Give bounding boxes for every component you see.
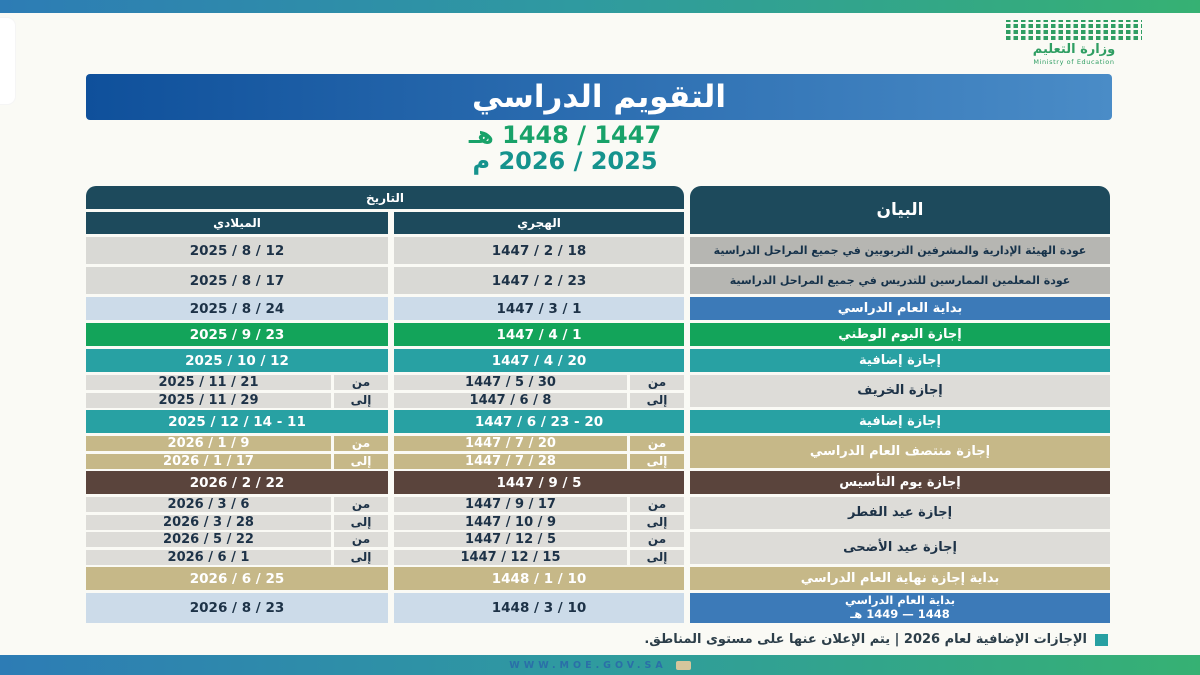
table-row: [86, 593, 1110, 623]
gregorian-date-cell: 25 / 6 / 2026: [86, 567, 388, 590]
date-range-subrow: [394, 550, 684, 565]
gregorian-column-header: الميلادي: [86, 212, 388, 234]
date-range-subrow: [86, 515, 388, 530]
statement-label: إجازة إضافية: [859, 352, 941, 368]
decorative-side-tab: [0, 17, 16, 105]
date-value: 6 / 3 / 2026: [86, 497, 331, 512]
statement-cell: [690, 237, 1110, 264]
statement-cell: [690, 532, 1110, 564]
date-value: 8 / 6 / 1447: [394, 393, 627, 408]
note-marker-icon: [1095, 634, 1108, 646]
date-header: التاريخ: [86, 186, 684, 209]
table-row: [86, 410, 1110, 433]
statement-cell: [690, 436, 1110, 468]
gregorian-date-cell: [86, 532, 388, 564]
date-range-subrow: [86, 550, 388, 565]
hijri-date-cell: [394, 532, 684, 564]
table-row: [86, 532, 1110, 564]
date-columns-header: [86, 186, 684, 234]
footer-note-text: الإجازات الإضافية لعام 2026 | يتم الإعلان عنها على مستوى المناطق.: [644, 632, 1087, 647]
table-row: [86, 497, 1110, 529]
statement-label: عودة الهيئة الإدارية والمشرفين التربويين في جميع المراحل الدراسية: [713, 243, 1087, 257]
date-value: 30 / 5 / 1447: [394, 375, 627, 390]
date-value: 15 / 12 / 1447: [394, 550, 627, 565]
gregorian-date-cell: [86, 436, 388, 468]
footer-note: [644, 632, 1108, 647]
website-url: WWW.MOE.GOV.SA: [509, 659, 667, 671]
table-row: [86, 471, 1110, 494]
table-row: [86, 297, 1110, 320]
range-to-label: إلى: [334, 515, 388, 530]
date-value: 1 / 6 / 2026: [86, 550, 331, 565]
gregorian-date-cell: 12 / 10 / 2025: [86, 349, 388, 372]
date-value: 28 / 3 / 2026: [86, 515, 331, 530]
date-value: 22 / 5 / 2026: [86, 532, 331, 547]
gregorian-date-cell: 11 - 14 / 12 / 2025: [86, 410, 388, 433]
date-range-subrow: [394, 393, 684, 408]
table-row: [86, 267, 1110, 294]
statement-cell: [690, 567, 1110, 590]
range-to-label: إلى: [334, 393, 388, 408]
statement-label: إجازة عيد الفطر: [847, 505, 953, 521]
date-range-subrow: [86, 497, 388, 512]
table-row: [86, 323, 1110, 346]
statement-label: إجازة عيد الأضحى: [843, 540, 957, 556]
statement-label: إجازة يوم التأسيس: [839, 474, 961, 490]
date-value: 20 / 7 / 1447: [394, 436, 627, 451]
table-row: [86, 436, 1110, 468]
top-gradient-strip: [0, 0, 1200, 13]
table-rows: [86, 237, 1110, 623]
gregorian-date-cell: 22 / 2 / 2026: [86, 471, 388, 494]
gregorian-date-cell: 23 / 8 / 2026: [86, 593, 388, 623]
statement-cell: [690, 349, 1110, 372]
date-range-subrow: [86, 393, 388, 408]
hijri-years: 1447 / 1448 هـ: [468, 121, 662, 149]
date-value: 9 / 10 / 1447: [394, 515, 627, 530]
date-range-subrow: [394, 497, 684, 512]
hijri-date-cell: 1 / 4 / 1447: [394, 323, 684, 346]
range-to-label: إلى: [630, 515, 684, 530]
statement-label: إجازة إضافية: [859, 413, 941, 429]
statement-label-line2: 1448 — 1449 هـ: [850, 607, 950, 621]
hijri-date-cell: 10 / 3 / 1448: [394, 593, 684, 623]
gregorian-years: 2025 / 2026 م: [472, 146, 658, 175]
statement-cell: [690, 410, 1110, 433]
statement-label: إجازة الخريف: [857, 383, 943, 399]
date-value: 17 / 9 / 1447: [394, 497, 627, 512]
hijri-column-header: الهجري: [394, 212, 684, 234]
statement-label: بداية العام الدراسي: [837, 300, 963, 316]
range-to-label: إلى: [630, 550, 684, 565]
statement-cell: [690, 593, 1110, 623]
gregorian-date-cell: [86, 497, 388, 529]
logo-arabic-name: وزارة التعليم: [1032, 42, 1116, 57]
date-value: 17 / 1 / 2026: [86, 454, 331, 469]
date-value: 29 / 11 / 2025: [86, 393, 331, 408]
range-from-label: من: [334, 375, 388, 390]
bottom-gradient-strip: [0, 655, 1200, 675]
statement-cell: [690, 323, 1110, 346]
statement-label: إجازة اليوم الوطني: [838, 326, 962, 342]
date-range-subrow: [394, 454, 684, 469]
flag-icon: [676, 661, 691, 670]
statement-column-header: البيان: [690, 186, 1110, 234]
hijri-date-cell: [394, 375, 684, 407]
statement-label: بداية العام الدراسي: [844, 593, 956, 608]
date-range-subrow: [86, 375, 388, 390]
hijri-date-cell: 1 / 3 / 1447: [394, 297, 684, 320]
range-from-label: من: [334, 497, 388, 512]
gregorian-date-cell: 12 / 8 / 2025: [86, 237, 388, 264]
date-range-subrow: [86, 436, 388, 451]
range-from-label: من: [334, 532, 388, 547]
range-from-label: من: [630, 375, 684, 390]
date-value: 5 / 12 / 1447: [394, 532, 627, 547]
date-value: 21 / 11 / 2025: [86, 375, 331, 390]
gregorian-date-cell: 23 / 9 / 2025: [86, 323, 388, 346]
statement-cell: [690, 267, 1110, 294]
academic-years: [0, 123, 1130, 175]
date-value: 28 / 7 / 1447: [394, 454, 627, 469]
range-from-label: من: [334, 436, 388, 451]
date-value: 9 / 1 / 2026: [86, 436, 331, 451]
ministry-of-education-logo: [1000, 20, 1148, 66]
range-to-label: إلى: [334, 550, 388, 565]
page-title: التقويم الدراسي: [472, 79, 726, 115]
hijri-date-cell: 10 / 1 / 1448: [394, 567, 684, 590]
range-to-label: إلى: [630, 454, 684, 469]
range-from-label: من: [630, 436, 684, 451]
date-range-subrow: [394, 375, 684, 390]
range-from-label: من: [630, 497, 684, 512]
range-to-label: إلى: [630, 393, 684, 408]
hijri-date-cell: 18 / 2 / 1447: [394, 237, 684, 264]
table-row: [86, 349, 1110, 372]
table-header: [86, 186, 1110, 234]
hijri-date-cell: 20 - 23 / 6 / 1447: [394, 410, 684, 433]
table-row: [86, 375, 1110, 407]
table-row: [86, 567, 1110, 590]
date-range-subrow: [394, 515, 684, 530]
gregorian-date-cell: 24 / 8 / 2025: [86, 297, 388, 320]
gregorian-date-cell: 17 / 8 / 2025: [86, 267, 388, 294]
hijri-date-cell: [394, 436, 684, 468]
range-from-label: من: [630, 532, 684, 547]
statement-label: بداية إجازة نهاية العام الدراسي: [800, 570, 1000, 586]
table-row: [86, 237, 1110, 264]
statement-cell: [690, 297, 1110, 320]
date-range-subrow: [86, 532, 388, 547]
hijri-date-cell: 20 / 4 / 1447: [394, 349, 684, 372]
logo-emblem-icon: [1006, 20, 1142, 40]
gregorian-date-cell: [86, 375, 388, 407]
statement-cell: [690, 497, 1110, 529]
logo-english-name: Ministry of Education: [1033, 58, 1115, 67]
statement-cell: [690, 471, 1110, 494]
statement-cell: [690, 375, 1110, 407]
calendar-table: [86, 186, 1110, 623]
hijri-date-cell: 23 / 2 / 1447: [394, 267, 684, 294]
date-range-subrow: [394, 436, 684, 451]
range-to-label: إلى: [334, 454, 388, 469]
date-range-subrow: [394, 532, 684, 547]
page-title-banner: [86, 74, 1112, 120]
hijri-date-cell: [394, 497, 684, 529]
statement-label: عودة المعلمين الممارسين للتدريس في جميع المراحل الدراسية: [729, 273, 1071, 287]
date-range-subrow: [86, 454, 388, 469]
statement-label: إجازة منتصف العام الدراسي: [809, 444, 991, 460]
hijri-date-cell: 5 / 9 / 1447: [394, 471, 684, 494]
